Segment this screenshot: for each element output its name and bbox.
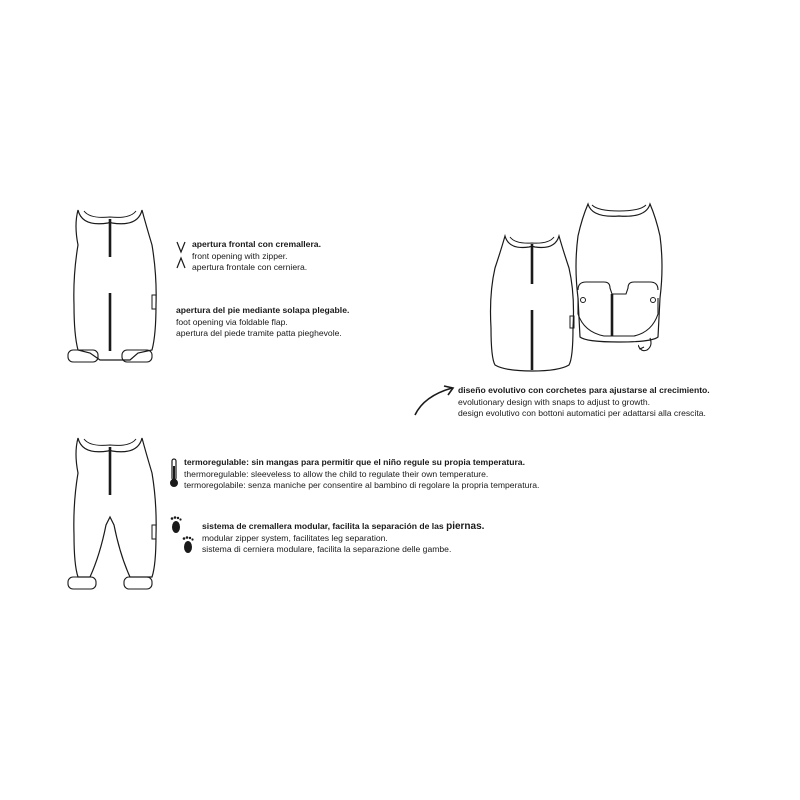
thermometer-icon <box>168 458 180 488</box>
modular-feature-it: sistema di cerniera modulare, facilita la separazione delle gambe. <box>202 544 452 555</box>
zipper-feature-it: apertura frontale con cerniera. <box>192 262 308 273</box>
evolutive-feature-text <box>458 385 710 420</box>
evolutive-feature-title: diseño evolutivo con corchetes para ajustarse al crecimiento. <box>458 385 710 395</box>
modular-feature-text <box>202 521 484 556</box>
zipper-feature-title: apertura frontal con cremallera. <box>192 239 321 249</box>
sleeping-bag-front-illustration <box>487 232 577 372</box>
zipper-feature-en: front opening with zipper. <box>192 250 288 261</box>
sleeping-bag-with-feet-illustration <box>60 205 170 370</box>
sleeping-bag-back-snaps-illustration <box>574 202 664 352</box>
thermo-feature-text <box>184 457 539 492</box>
modular-feature-en: modular zipper system, facilitates leg separation. <box>202 532 388 543</box>
modular-feature-title-main: sistema de cremallera modular, facilita la separación de las <box>202 521 444 531</box>
modular-feature-title-end: piernas. <box>446 521 485 532</box>
sleeping-bag-separated-legs-illustration <box>60 435 170 595</box>
curved-arrow-icon <box>412 384 456 418</box>
modular-feature-title <box>202 521 484 533</box>
thermo-feature-it: termoregolabile: senza maniche per consentire al bambino di regolare la propria temperatura. <box>184 480 540 491</box>
loop-arrow-icon <box>638 336 654 354</box>
thermo-feature-title: termoregulable: sin mangas para permitir que el niño regule su propia temperatura. <box>184 457 525 467</box>
foot-feature-en: foot opening via foldable flap. <box>176 316 288 327</box>
foot-feature-it: apertura del piede tramite patta pieghevole. <box>176 328 342 339</box>
zipper-arrows-icon <box>176 240 186 270</box>
evolutive-feature-en: evolutionary design with snaps to adjust to growth. <box>458 396 651 407</box>
foot-feature-title: apertura del pie mediante solapa plegable. <box>176 305 350 315</box>
thermo-feature-en: thermoregulable: sleeveless to allow the child to regulate their own temperature. <box>184 468 489 479</box>
evolutive-feature-it: design evolutivo con bottoni automatici per adattarsi alla crescita. <box>458 408 706 419</box>
foot-feature-text <box>176 305 349 340</box>
zipper-feature-text <box>192 239 321 274</box>
footprints-icon <box>168 515 200 559</box>
